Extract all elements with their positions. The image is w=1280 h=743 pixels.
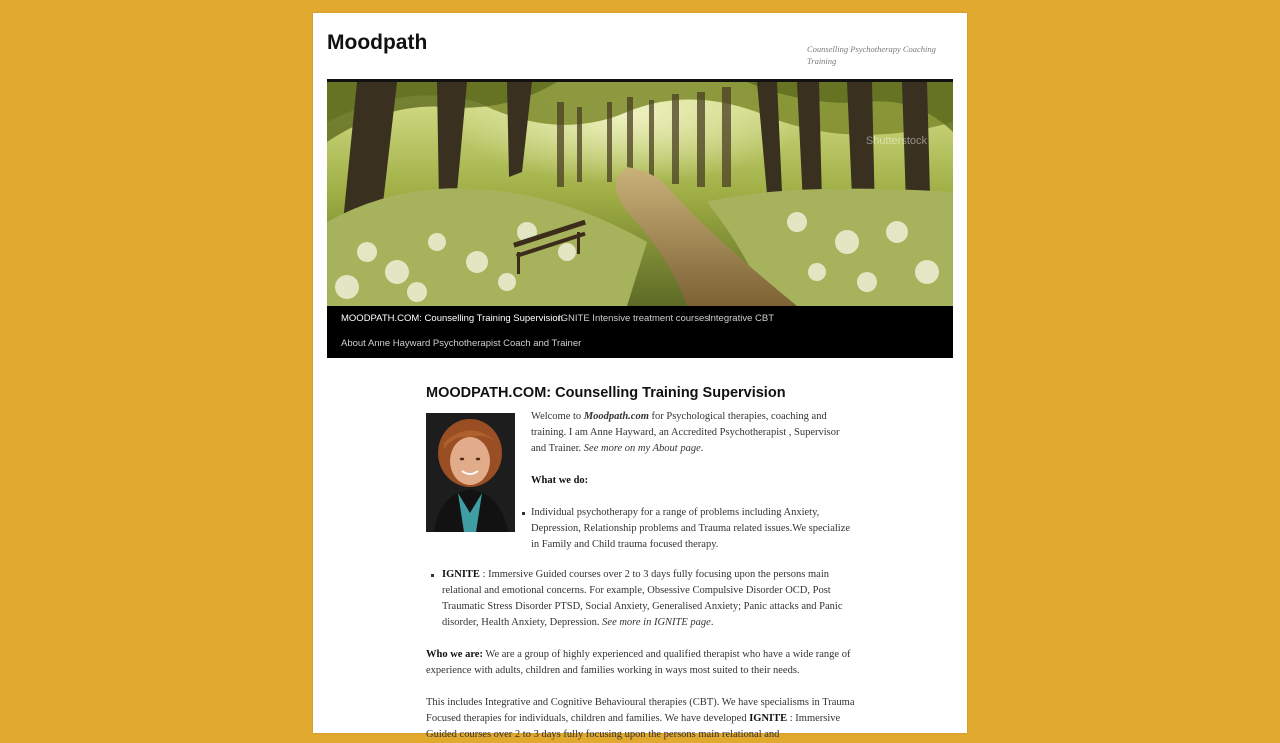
page-container bbox=[313, 13, 967, 740]
ignite-page-link[interactable]: See more in IGNITE page bbox=[602, 617, 711, 628]
site-description: Counselling Psychotherapy Coaching Training bbox=[807, 44, 936, 66]
nav-item-ignite[interactable]: IGNITE Intensive treatment courses bbox=[558, 313, 710, 324]
ignite-paragraph: IGNITE : Immersive Guided courses over 2 to 3 days fully focusing upon the persons main relational and emotional concerns. For example, Obsessive Compulsive Disorder OCD, Post Traumatic Stress Disorder PTSD, Social Anxiety, Generalised Anxiety; Panic attacks and Panic disorder, Health Anxiety, Depression. See more in IGNITE page. bbox=[442, 569, 843, 628]
site-title-link[interactable]: Moodpath bbox=[327, 31, 428, 54]
nav-item-home[interactable]: MOODPATH.COM: Counselling Training Supervision bbox=[341, 313, 563, 324]
banner-watermark: Shutterstock bbox=[865, 135, 927, 147]
what-we-do-heading: What we do: bbox=[531, 475, 589, 486]
who-we-are-label: Who we are: bbox=[426, 649, 483, 660]
brand-name: Moodpath.com bbox=[583, 411, 649, 422]
header-banner-image bbox=[327, 82, 953, 306]
about-page-link[interactable]: See more on my About page bbox=[583, 443, 701, 454]
nav-item-integrative-cbt[interactable]: Integrative CBT bbox=[708, 313, 774, 324]
who-we-are-paragraph bbox=[426, 647, 856, 679]
portrait-image bbox=[426, 413, 515, 532]
intro-block bbox=[531, 409, 851, 553]
nav-item-about[interactable]: About Anne Hayward Psychotherapist Coach and Trainer bbox=[341, 338, 582, 349]
services-list bbox=[531, 505, 851, 553]
cbt-paragraph bbox=[426, 695, 856, 743]
intro-paragraph bbox=[531, 409, 851, 457]
cbt-ignite-label: IGNITE bbox=[749, 713, 788, 724]
page-title: MOODPATH.COM: Counselling Training Supervision bbox=[426, 385, 786, 401]
service-text: Individual psychotherapy for a range of problems including Anxiety, Depression, Relationship problems and Trauma related issues.We specialize in Family and Child trauma focused therapy. bbox=[531, 507, 851, 550]
entry-content bbox=[426, 383, 856, 740]
bullet-icon bbox=[431, 574, 434, 577]
cbt-tail-text: : Immersive Guided courses over 2 to 3 days fully focusing upon the persons main relational and bbox=[426, 713, 841, 740]
bullet-icon bbox=[522, 512, 525, 515]
intro-period: . bbox=[700, 443, 704, 454]
main-navigation bbox=[327, 306, 953, 358]
intro-body-text: for Psychological therapies, coaching and training. I am Anne Hayward, an Accredited Psychotherapist , Supervisor and Trainer. bbox=[531, 411, 840, 454]
list-item bbox=[531, 505, 851, 553]
forest-path-illustration bbox=[327, 82, 953, 306]
profile-photo bbox=[426, 413, 515, 532]
who-we-are-text: We are a group of highly experienced and qualified therapist who have a wide range of experience with adults, children and families working in ways most suited to their needs. bbox=[426, 649, 851, 676]
ignite-list-item bbox=[442, 567, 852, 631]
cbt-text: This includes Integrative and Cognitive Behavioural therapies (CBT). We have specialisms in Trauma Focused therapies for individuals, children and families. We have developed bbox=[426, 697, 855, 724]
intro-welcome-text: Welcome to bbox=[531, 411, 584, 422]
